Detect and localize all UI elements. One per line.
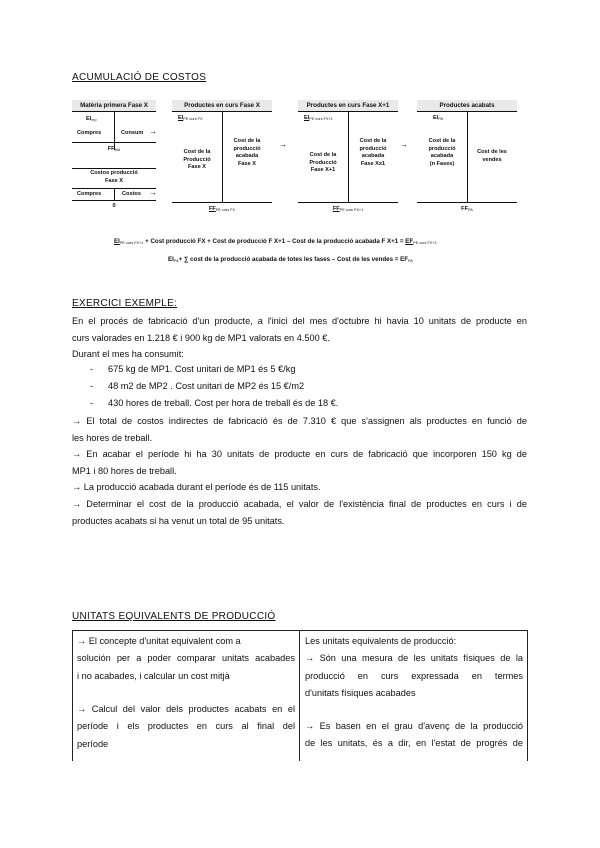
arrow-icon: → [149,188,157,197]
account-title: Productes acabats [417,100,517,112]
ei-label: $EI_{PE curs FX}$ [178,115,203,121]
bullet-dash: - [90,364,94,374]
debit-text: Cost de la Producció Fase X [183,149,211,170]
table-cell-left-2: → Calcul del valor dels productes acabats en el període i els productes en curs al final del període [77,704,295,749]
section-heading-unitats: UNITATS EQUIVALENTS DE PRODUCCIÓ [72,611,276,622]
table-cell-left-1: → El concepte d'unitat equivalent com a solución per a poder comparar unitats acabades i no acabades, i calcular un cost mitjà [77,636,295,681]
exercise-intro: En el procés de fabricació d'un producte, a l'inici del mes d'octubre hi havia 10 unitats de producte en curs valorades en 1.218 € i 900 kg de MP1 valorats en 4.500 €. Durant el mes ha consumit: [72,313,527,363]
credit-text: Cost de la producció acabada Fase X [233,138,261,167]
table-cell-right-1: Les unitats equivalents de producció: → Són una mesura de les unitats físiques de la producció en curs expressada en termes d'unitats físiques acabades [305,636,523,698]
debit-text: Cost de la producció acabada (n Fases) [428,138,456,167]
credit-label: Consum [121,130,144,136]
formula-productes-acabats: $EI_{PA}+$ ∑ cost de la producció acabada de totes les fases – Cost de les vendes = $EF_{PA}$ [168,256,413,263]
table-cell-right-2: → Es basen en el grau d'avenç de la producció de les unitats, és a dir, en l'estat de progrés de [305,721,523,749]
section-heading-exercici: EXERCICI EXEMPLE: [72,298,178,309]
account-title: Productes en curs Fase X [172,100,272,112]
account-title-line2: Fase X [104,178,124,184]
bullet-dash: - [90,398,94,408]
ei-label: $EI_{PA}$ [433,115,444,121]
ff-label: $FF_{PA}$ [417,202,517,215]
account-productes-curs-fase-x1 [298,100,398,214]
bullet-item: 430 hores de treball. Cost per hora de treball és de 18 €. [108,398,339,408]
equivalent-units-table [72,630,528,761]
bullet-item: 675 kg de MP1. Cost unitari de MP1 és 5 €/kg [108,364,296,374]
ff-label: $FF_{PE curs FX}$ [172,202,272,215]
account-productes-curs-fase-x [172,100,272,214]
ei-label: $EI_{mp}$ [86,116,97,122]
ef-label: $FF_{MA}$ [72,142,156,155]
credit-text: Cost de la producció acabada Fase Xx1 [359,138,387,167]
credit-label: Costos [122,191,141,197]
exercise-points: → El total de costos indirectes de fabricació és de 7.310 € que s'assignen als productes en funció de les hores de treball. → En acabar el període hi ha 30 unitats de producte en curs de fabricació que incorporen 150 kg de MP1 i 80 hores de treball. → La producció acabada durant el període és de 115 unitats. → Determinar el cost de la producció acabada, el valor de l'existència final de productes en curs i de productes acabats si ha venut un total de 95 unitats. [72,416,527,526]
arrow-icon: → [400,140,408,149]
arrow-icon: → [149,127,157,136]
account-bottom: 0 [112,203,116,209]
account-title: Matèria primera Fase X [72,100,156,112]
account-title-line1: Costos producció [90,170,138,176]
debit-label: Compres [77,191,102,197]
account-title: Productes en curs Fase X+1 [298,100,398,112]
account-materia-primera [72,100,156,158]
account-productes-acabats [417,100,517,214]
cost-accumulation-diagram [72,96,528,276]
ei-label: $EI_{PE curs FX+1}$ [304,115,333,121]
debit-label: Compres [77,130,102,136]
credit-text: Cost de les vendes [477,149,507,163]
debit-text: Cost de la Producció Fase X+1 [309,152,337,173]
section-heading-acumulacio: ACUMULACIÓ DE COSTOS [72,72,207,83]
account-costos-produccio [72,168,156,214]
bullet-dash: - [90,381,94,391]
formula-productes-curs: $EI_{PE curs FX+1}$ + Cost producció FX + Cost de producció F X+1 – Cost de la producció acabada F $X+1 = EF_{PE curs FX+1}$ [114,238,437,245]
arrow-icon: → [279,140,287,149]
ff-label: $FF_{PE curs FX+1}$ [298,202,398,215]
consumed-label: Durant el mes ha consumit: [72,349,184,360]
bullet-item: 48 m2 de MP2 . Cost unitari de MP2 és 15 €/m2 [108,381,305,391]
